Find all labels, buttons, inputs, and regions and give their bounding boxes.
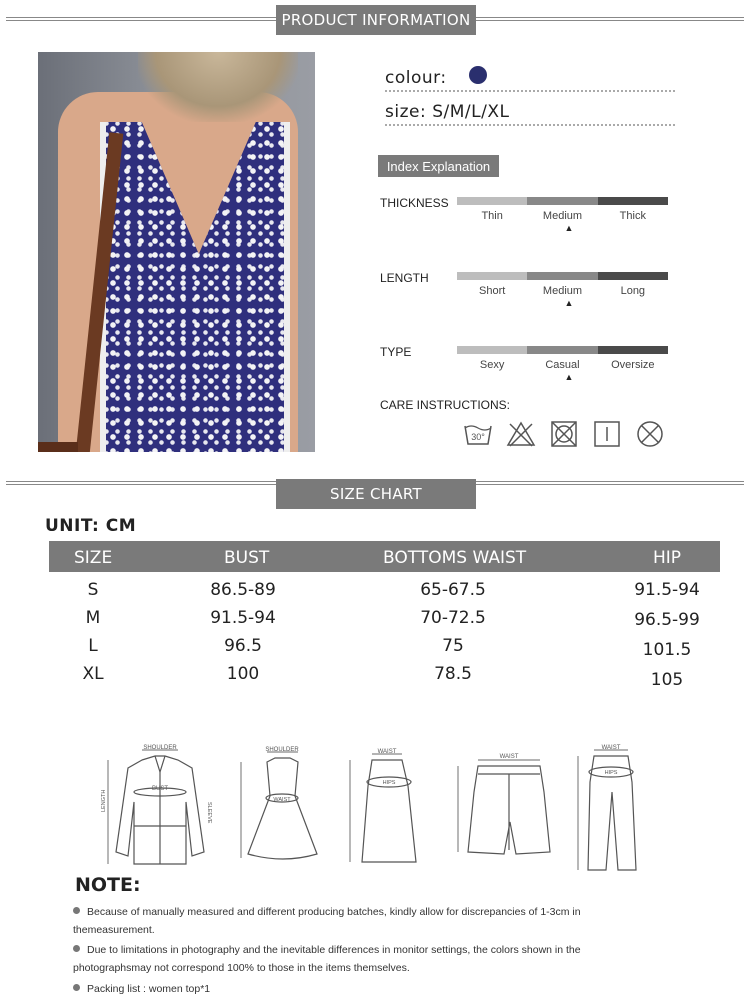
note-item: Because of manually measured and different producing batches, kindly allow for discrepancies of 1-3cm in themeasurement. — [73, 906, 581, 936]
scale-option: Short — [479, 285, 506, 297]
scale-option: Oversize — [611, 359, 655, 371]
size-label: size: — [385, 102, 427, 122]
hips-label: HIPS — [604, 770, 618, 776]
product-info-banner: PRODUCT INFORMATION — [276, 5, 476, 35]
length-label: LENGTH — [101, 789, 107, 812]
length-bar — [457, 272, 668, 280]
table-cell: 78.5 — [434, 664, 472, 684]
scale-option: Thick — [619, 210, 646, 222]
colour-swatch[interactable] — [469, 66, 487, 84]
table-cell: 100 — [226, 664, 260, 684]
scale-option: Medium — [542, 285, 583, 297]
care-icons — [463, 420, 665, 448]
no-dry-clean-icon — [635, 420, 665, 448]
scale-segment — [457, 272, 527, 280]
no-bleach-icon — [506, 420, 536, 448]
scale-option: Medium — [542, 210, 583, 222]
waist-label: WAIST — [273, 797, 291, 803]
thickness-marker-icon: ▲ — [564, 223, 574, 233]
hips-label: HIPS — [382, 780, 396, 786]
size-chart-banner: SIZE CHART — [276, 479, 476, 509]
thickness-options — [457, 210, 668, 222]
scale-option: Long — [620, 285, 646, 297]
no-tumble-dry-icon — [549, 420, 579, 448]
dress-diagram-icon — [235, 742, 330, 872]
colour-label: colour: — [385, 68, 447, 88]
svg-text:30°: 30° — [471, 432, 485, 442]
table-cell: 96.5-99 — [634, 610, 700, 630]
shirt-diagram-icon — [100, 742, 220, 872]
scale-segment — [527, 197, 597, 205]
table-cell: 75 — [442, 636, 464, 656]
waist-label: WAIST — [601, 745, 621, 751]
sleeve-label: SLEEVE — [206, 802, 212, 824]
scale-segment — [457, 346, 527, 354]
wash-30-icon — [463, 420, 493, 448]
line-dry-icon — [592, 420, 622, 448]
thickness-bar — [457, 197, 668, 205]
bullet-icon — [73, 907, 80, 914]
table-cell: 101.5 — [642, 640, 692, 660]
pants-diagram-icon — [570, 742, 655, 872]
waist-label: WAIST — [499, 754, 519, 760]
table-cell: 70-72.5 — [420, 608, 486, 628]
scale-segment — [527, 346, 597, 354]
table-cell: L — [88, 636, 98, 656]
type-label: TYPE — [380, 345, 412, 359]
bullet-icon — [73, 945, 80, 952]
scale-segment — [598, 346, 668, 354]
measurement-diagrams — [95, 742, 655, 877]
table-cell: 65-67.5 — [420, 580, 486, 600]
shoulder-label: SHOULDER — [265, 747, 299, 753]
table-cell: M — [85, 608, 101, 628]
type-options — [457, 359, 668, 371]
colour-row — [385, 68, 675, 92]
scale-segment — [457, 197, 527, 205]
table-cell: XL — [82, 664, 104, 684]
note-item: Due to limitations in photography and the inevitable differences in monitor settings, the colors shown in the photographsmay not correspond 100% to those in the items themselves. — [73, 944, 581, 974]
scale-option: Thin — [481, 210, 503, 222]
thickness-label: THICKNESS — [380, 196, 449, 210]
table-cell: S — [87, 580, 99, 600]
scale-option: Casual — [545, 359, 580, 371]
care-instructions-title: CARE INSTRUCTIONS: — [380, 398, 511, 412]
note-item: Packing list : women top*1 — [73, 980, 633, 998]
skirt-diagram-icon — [340, 742, 430, 872]
table-cell: 91.5-94 — [210, 608, 276, 628]
scale-segment — [598, 197, 668, 205]
length-options — [457, 285, 668, 297]
size-row — [385, 102, 675, 126]
size-value: S/M/L/XL — [432, 102, 510, 122]
unit-label: UNIT: CM — [45, 516, 137, 536]
col-size: SIZE — [74, 548, 113, 568]
shoulder-label: SHOULDER — [143, 745, 177, 751]
shorts-diagram-icon — [450, 742, 565, 872]
note-title: NOTE: — [75, 874, 141, 896]
size-table-header — [49, 541, 720, 572]
col-bust: BUST — [224, 548, 270, 568]
bust-label: BUST — [151, 786, 169, 792]
product-photo — [38, 52, 315, 452]
table-cell: 96.5 — [224, 636, 262, 656]
type-bar — [457, 346, 668, 354]
col-hip: HIP — [653, 548, 682, 568]
table-cell: 91.5-94 — [634, 580, 700, 600]
length-label: LENGTH — [380, 271, 429, 285]
bullet-icon — [73, 984, 80, 991]
scale-option: Sexy — [479, 359, 505, 371]
type-marker-icon: ▲ — [564, 372, 574, 382]
index-explanation-title: Index Explanation — [378, 155, 499, 177]
table-cell: 105 — [650, 670, 684, 690]
col-bottoms-waist: BOTTOMS WAIST — [383, 548, 527, 568]
waist-label: WAIST — [377, 749, 397, 755]
scale-segment — [527, 272, 597, 280]
length-marker-icon: ▲ — [564, 298, 574, 308]
table-cell: 86.5-89 — [210, 580, 276, 600]
scale-segment — [598, 272, 668, 280]
